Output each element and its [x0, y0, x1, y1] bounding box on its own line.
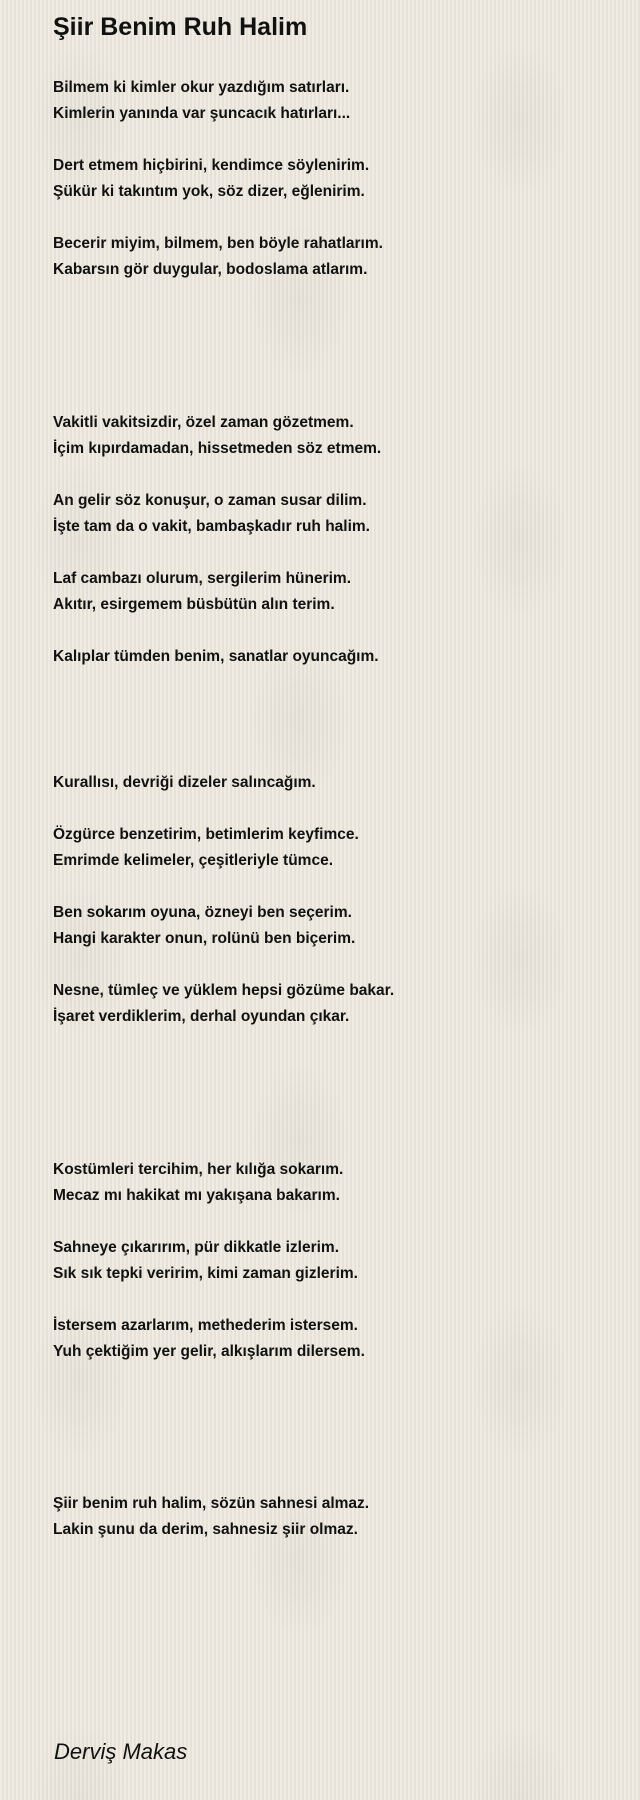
poem-line: İçim kıpırdamadan, hissetmeden söz etmem. [53, 440, 382, 457]
poem-line: Özgürce benzetirim, betimlerim keyfimce. [53, 826, 359, 843]
poem-line: Kimlerin yanında var şuncacık hatırları... [53, 105, 351, 122]
poem-line: Nesne, tümleç ve yüklem hepsi gözüme bakar. [53, 982, 395, 999]
poem-line: Yuh çektiğim yer gelir, alkışlarım dilersem. [53, 1343, 365, 1360]
poem-line: Becerir miyim, bilmem, ben böyle rahatlarım. [53, 235, 383, 252]
poem-line: Şiir benim ruh halim, sözün sahnesi almaz. [53, 1495, 370, 1512]
poem-line: An gelir söz konuşur, o zaman susar dilim. [53, 492, 367, 509]
poem-title: Şiir Benim Ruh Halim [53, 13, 308, 41]
poem-line: Kostümleri tercihim, her kılığa sokarım. [53, 1161, 344, 1178]
poem-line: Laf cambazı olurum, sergilerim hünerim. [53, 570, 352, 587]
poem-line: Akıtır, esirgemem büsbütün alın terim. [53, 596, 335, 613]
poem-line: Kurallısı, devriği dizeler salıncağım. [53, 774, 316, 791]
poem-author: Derviş Makas [54, 1739, 188, 1764]
poem-line: Kalıplar tümden benim, sanatlar oyuncağım. [53, 648, 379, 665]
poem-line: İşaret verdiklerim, derhal oyundan çıkar. [53, 1008, 350, 1025]
poem-line: Emrimde kelimeler, çeşitleriyle tümce. [53, 852, 334, 869]
poem-line: İstersem azarlarım, methederim istersem. [53, 1317, 358, 1334]
poem-line: Lakin şunu da derim, sahnesiz şiir olmaz. [53, 1521, 358, 1538]
poem-line: İşte tam da o vakit, bambaşkadır ruh halim. [53, 518, 370, 535]
poem-line: Bilmem ki kimler okur yazdığım satırları. [53, 79, 350, 96]
poem-line: Ben sokarım oyuna, özneyi ben seçerim. [53, 904, 352, 921]
poem-line: Kabarsın gör duygular, bodoslama atlarım. [53, 261, 368, 278]
poem-line: Hangi karakter onun, rolünü ben biçerim. [53, 930, 356, 947]
poem-line: Şükür ki takıntım yok, söz dizer, eğlenirim. [53, 183, 365, 200]
poem-line: Sahneye çıkarırım, pür dikkatle izlerim. [53, 1239, 340, 1256]
poem-line: Mecaz mı hakikat mı yakışana bakarım. [53, 1187, 340, 1204]
poem-line: Vakitli vakitsizdir, özel zaman gözetmem. [53, 414, 354, 431]
poem-line: Dert etmem hiçbirini, kendimce söylenirim. [53, 157, 370, 174]
poem-line: Sık sık tepki veririm, kimi zaman gizlerim. [53, 1265, 358, 1282]
